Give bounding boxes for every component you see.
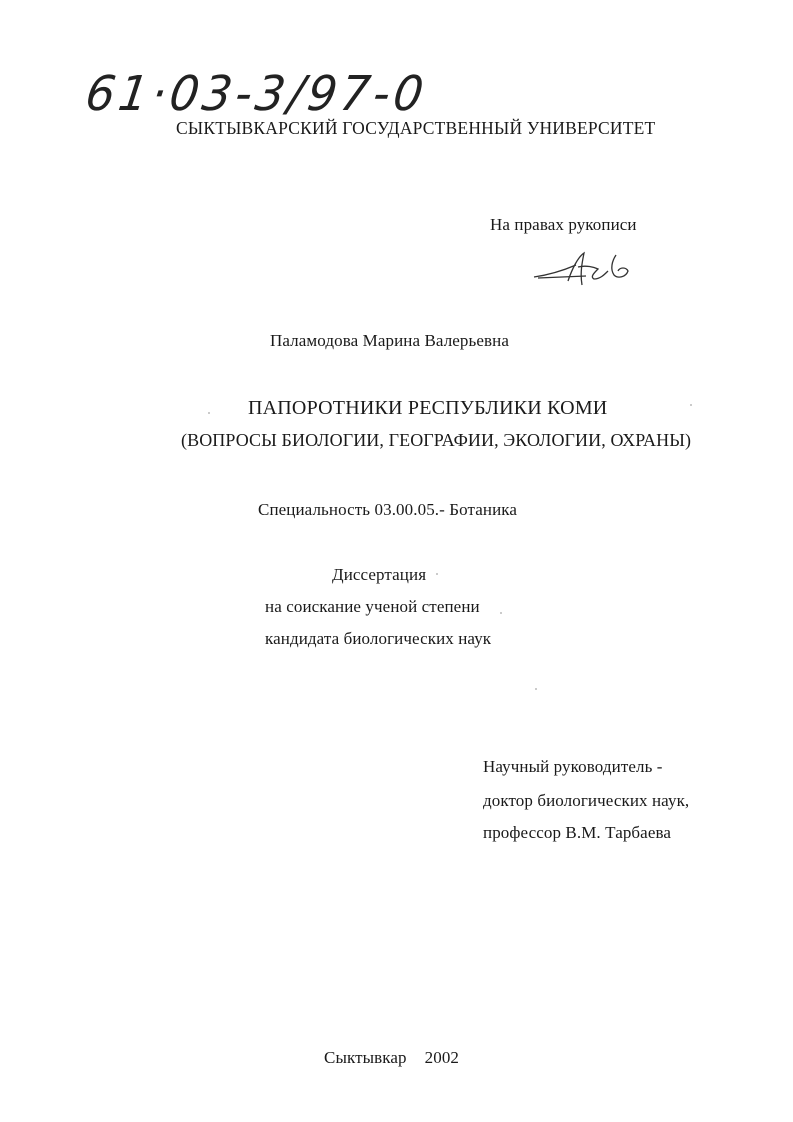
specialty: Специальность 03.00.05.- Ботаника: [258, 500, 518, 519]
archive-code-handwritten: 61·03-3/97-0: [82, 66, 431, 122]
thesis-title: ПАПОРОТНИКИ РЕСПУБЛИКИ КОМИ: [248, 397, 608, 419]
author-name: Паламодова Марина Валерьевна: [270, 331, 509, 350]
scan-speck: [208, 412, 210, 414]
advisor-line-1: Научный руководитель -: [483, 757, 663, 776]
scan-speck: [535, 688, 537, 690]
advisor-line-3: профессор В.М. Тарбаева: [483, 823, 672, 842]
dissertation-line-3: кандидата биологических наук: [265, 629, 492, 648]
dissertation-line-2: на соискание ученой степени: [265, 597, 480, 616]
advisor-line-2: доктор биологических наук,: [483, 791, 690, 810]
dissertation-line-1: Диссертация: [332, 565, 427, 584]
place-and-year: [324, 1048, 459, 1068]
scan-speck: [690, 404, 692, 406]
thesis-subtitle: (ВОПРОСЫ БИОЛОГИИ, ГЕОГРАФИИ, ЭКОЛОГИИ, ОХРАНЫ): [181, 430, 692, 450]
manuscript-note: На правах рукописи: [490, 215, 637, 234]
scan-speck: [500, 612, 502, 614]
year: 2002: [424, 1048, 460, 1067]
scan-speck: [436, 573, 438, 575]
city: Сыктывкар: [324, 1048, 407, 1067]
university-name: СЫКТЫВКАРСКИЙ ГОСУДАРСТВЕННЫЙ УНИВЕРСИТЕТ: [176, 118, 656, 138]
signature-icon: [528, 247, 648, 289]
